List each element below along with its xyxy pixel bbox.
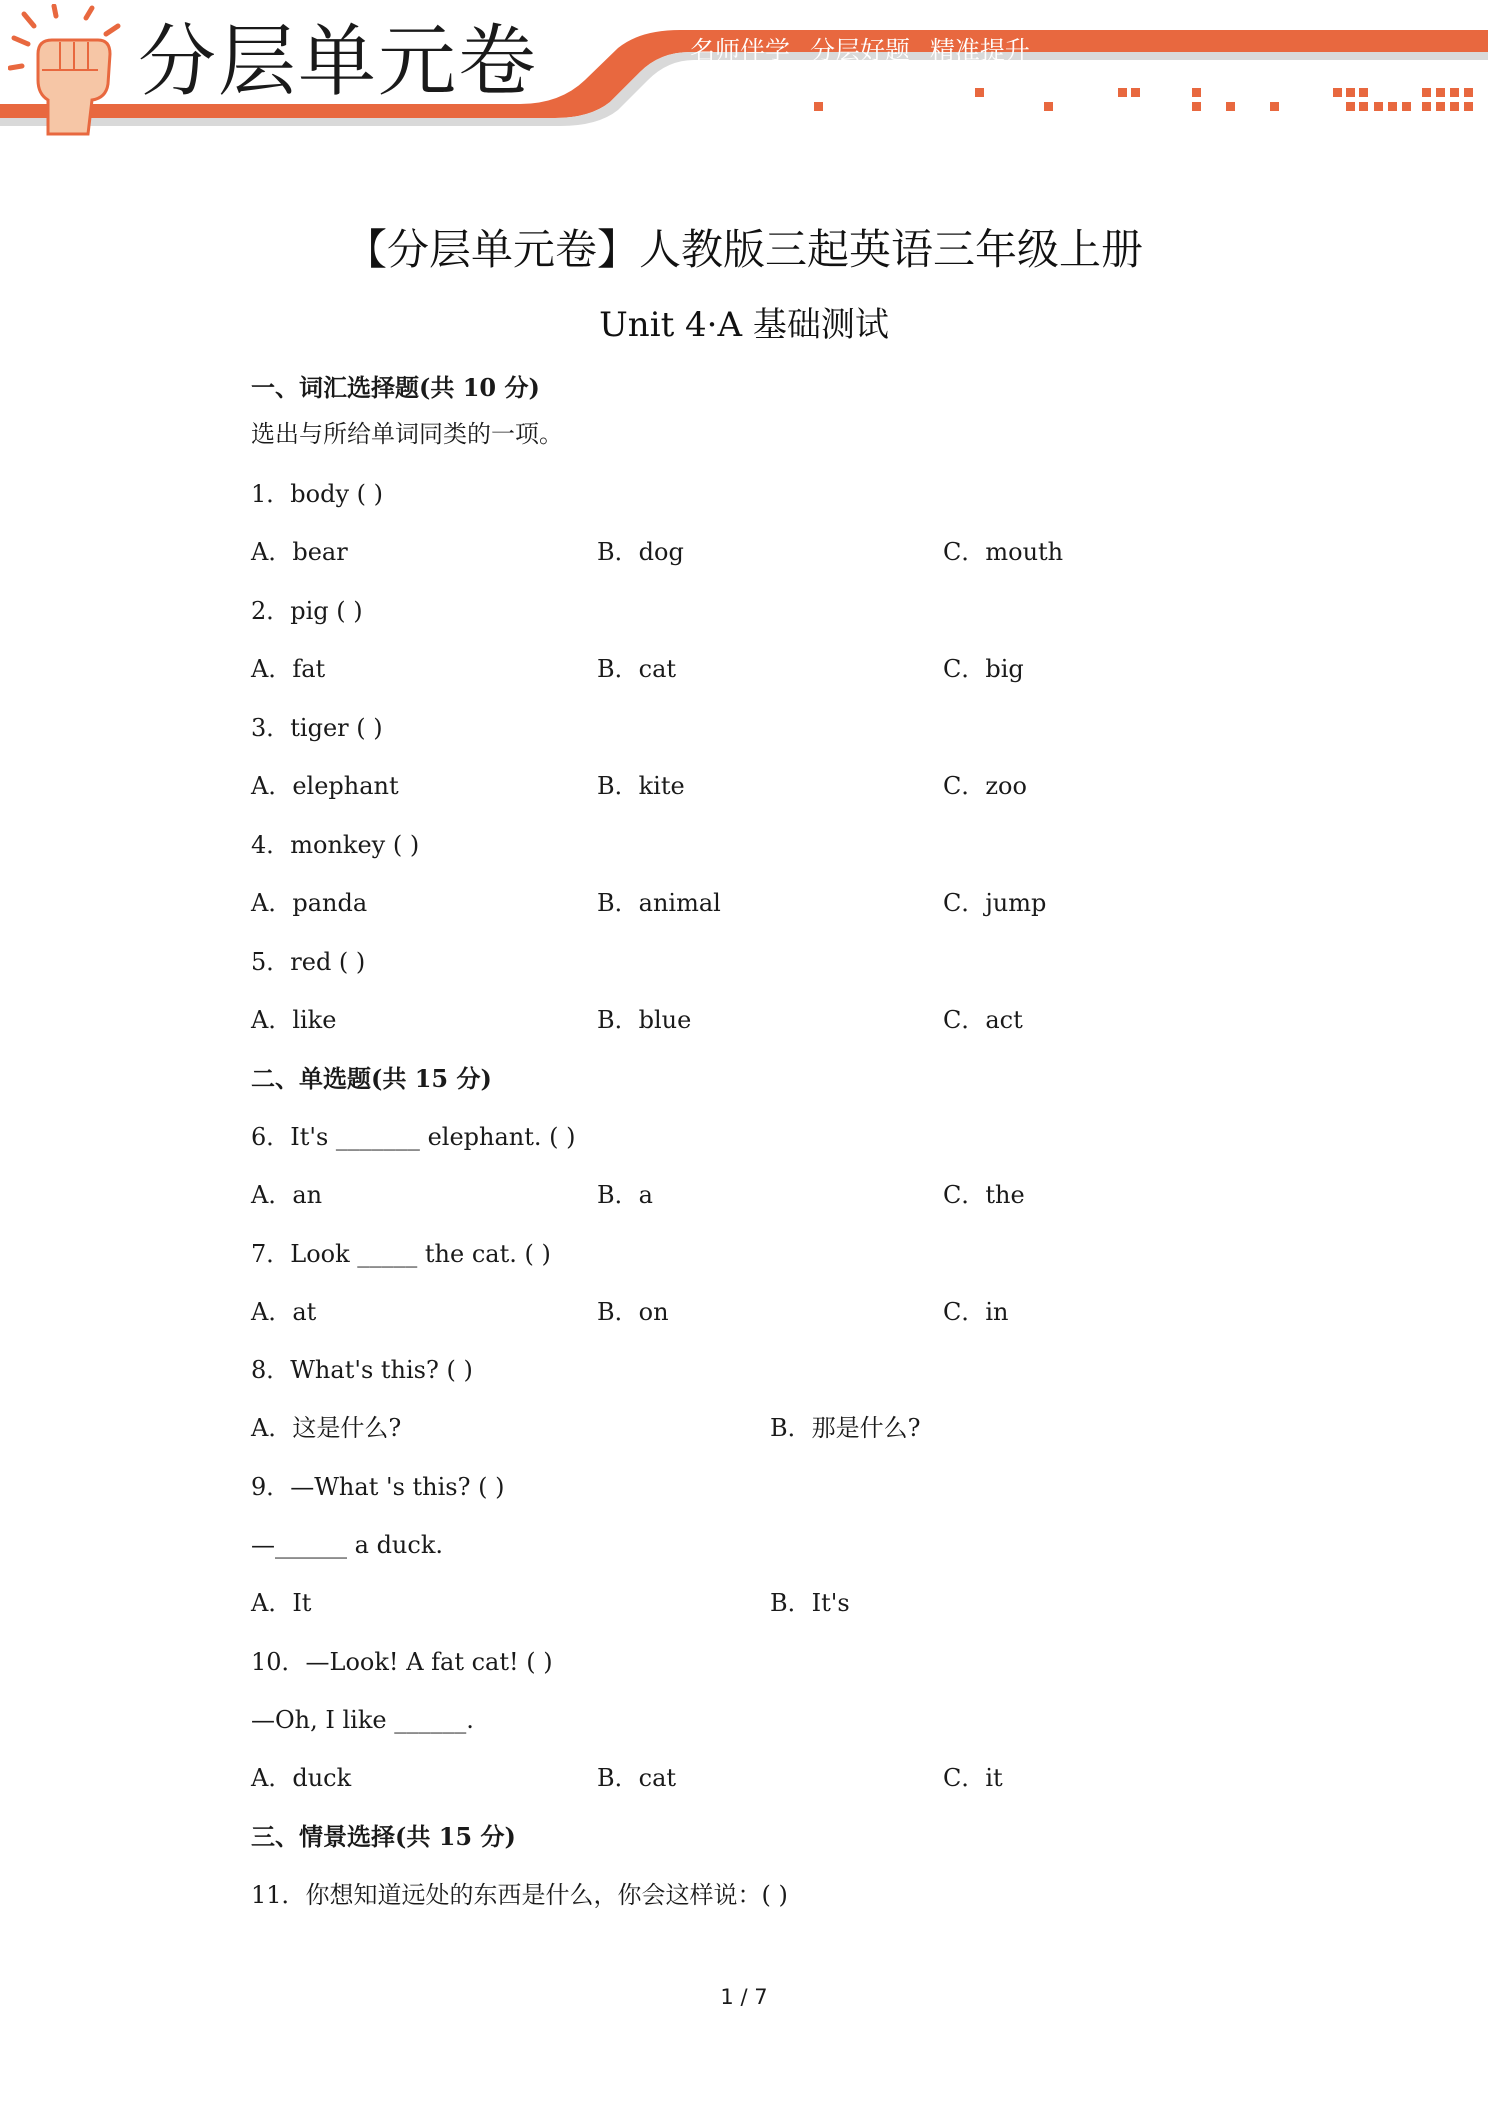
option-a[interactable]: A．like [251, 1006, 337, 1034]
question-stem: 5．red ( ) [251, 948, 366, 976]
option-c[interactable]: C．mouth [943, 538, 1064, 566]
question-stem-continued: —Oh, I like ______. [251, 1706, 474, 1734]
option-b[interactable]: B．kite [597, 772, 685, 800]
option-b[interactable]: B．a [597, 1181, 653, 1209]
option-a[interactable]: A．bear [251, 538, 348, 566]
option-a[interactable]: A．fat [251, 655, 326, 683]
brand-title: 分层单元卷 [138, 17, 539, 107]
page-number: 1 / 7 [720, 1985, 768, 2009]
option-a[interactable]: A．panda [251, 889, 368, 917]
document-title: 【分层单元卷】人教版三起英语三年级上册 [344, 225, 1143, 274]
option-b[interactable]: B．animal [597, 889, 721, 917]
section-instruction: 选出与所给单词同类的一项。 [251, 420, 563, 448]
option-c[interactable]: C．big [943, 655, 1024, 683]
option-c[interactable]: C．act [943, 1006, 1023, 1034]
question-stem-continued: —______ a duck. [251, 1531, 443, 1559]
option-b[interactable]: B．blue [597, 1006, 692, 1034]
question-stem: 3．tiger ( ) [251, 714, 383, 742]
section-heading: 三、情景选择(共 15 分) [251, 1822, 516, 1851]
question-stem: 6．It's _______ elephant. ( ) [251, 1123, 576, 1151]
question-stem: 4．monkey ( ) [251, 831, 420, 859]
option-c[interactable]: C．in [943, 1298, 1009, 1326]
option-a[interactable]: A．It [251, 1589, 312, 1617]
option-c[interactable]: C．zoo [943, 772, 1027, 800]
question-stem: 7．Look _____ the cat. ( ) [251, 1240, 551, 1268]
option-b[interactable]: B．dog [597, 538, 684, 566]
question-stem: 11．你想知道远处的东西是什么，你会这样说：( ) [251, 1881, 788, 1909]
option-b[interactable]: B．cat [597, 1764, 677, 1792]
question-stem: 1．body ( ) [251, 480, 383, 508]
option-a[interactable]: A．elephant [251, 772, 399, 800]
option-c[interactable]: C．it [943, 1764, 1003, 1792]
section-heading: 一、词汇选择题(共 10 分) [251, 373, 540, 402]
option-b[interactable]: B．on [597, 1298, 669, 1326]
question-stem: 2．pig ( ) [251, 597, 363, 625]
page-header [0, 0, 1488, 140]
option-b[interactable]: B．cat [597, 655, 677, 683]
option-b[interactable]: B．那是什么? [770, 1414, 921, 1442]
header-slogan: 名师伴学 分层好题 精准提升 [690, 36, 1030, 65]
section-heading: 二、单选题(共 15 分) [251, 1064, 492, 1093]
document-subtitle: Unit 4·A 基础测试 [599, 305, 889, 345]
option-c[interactable]: C．the [943, 1181, 1025, 1209]
question-stem: 9．—What 's this? ( ) [251, 1473, 505, 1501]
question-stem: 10．—Look! A fat cat! ( ) [251, 1648, 553, 1676]
option-a[interactable]: A．duck [251, 1764, 352, 1792]
question-stem: 8．What's this? ( ) [251, 1356, 473, 1384]
option-a[interactable]: A．at [251, 1298, 317, 1326]
option-c[interactable]: C．jump [943, 889, 1047, 917]
option-a[interactable]: A．an [251, 1181, 323, 1209]
raised-fist-icon [8, 4, 138, 139]
option-a[interactable]: A．这是什么? [251, 1414, 402, 1442]
option-b[interactable]: B．It's [770, 1589, 850, 1617]
